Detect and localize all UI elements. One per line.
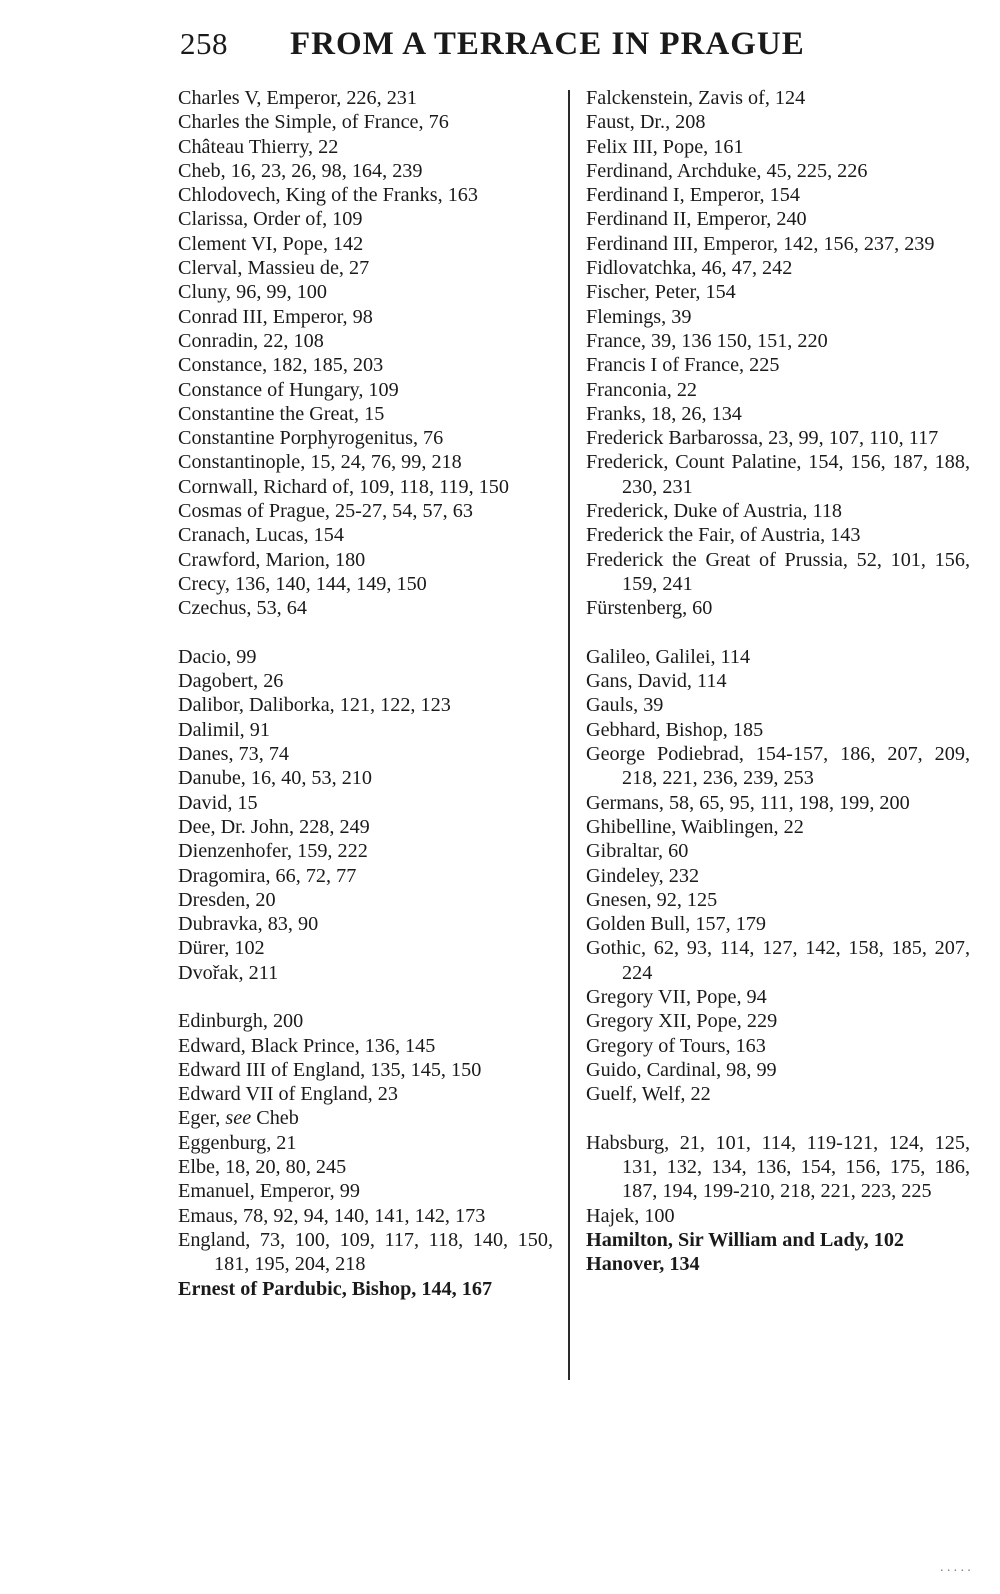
index-entry: Frederick, Count Palatine, 154, 156, 187, 188, 230, 231	[586, 451, 970, 498]
index-entry: Dee, Dr. John, 228, 249	[178, 815, 370, 838]
index-entry: Dragomira, 66, 72, 77	[178, 864, 357, 887]
index-entry: Ernest of Pardubic, Bishop, 144, 167	[178, 1277, 493, 1300]
index-entry: Dresden, 20	[178, 888, 276, 911]
index-entry: Hajek, 100	[586, 1204, 675, 1227]
index-entry: Constantinople, 15, 24, 76, 99, 218	[178, 451, 462, 474]
index-entry: Gregory VII, Pope, 94	[586, 985, 767, 1008]
index-entry-see	[178, 1106, 553, 1130]
index-entry: Ferdinand, Archduke, 45, 225, 226	[586, 159, 868, 182]
index-entry: Clerval, Massieu de, 27	[178, 257, 370, 280]
index-entry: Emaus, 78, 92, 94, 140, 141, 142, 173	[178, 1204, 486, 1227]
index-entry: Hanover, 134	[586, 1253, 700, 1276]
index-entry: Fidlovatchka, 46, 47, 242	[586, 257, 793, 280]
index-entry: Dürer, 102	[178, 937, 265, 960]
index-entry: Gauls, 39	[586, 694, 664, 717]
index-entry: Conradin, 22, 108	[178, 329, 324, 352]
running-title: FROM A TERRACE IN PRAGUE	[290, 26, 805, 62]
index-entry: Chlodovech, King of the Franks, 163	[178, 184, 478, 207]
index-entry: Ferdinand III, Emperor, 142, 156, 237, 239	[586, 232, 935, 255]
index-entry: Edinburgh, 200	[178, 1010, 304, 1033]
index-entry: Frederick, Duke of Austria, 118	[586, 500, 843, 523]
index-entry: Gregory XII, Pope, 229	[586, 1010, 778, 1033]
page-number: 258	[180, 26, 228, 61]
index-entry: Ghibelline, Waiblingen, 22	[586, 815, 804, 838]
index-entry: Edward VII of England, 23	[178, 1083, 398, 1106]
index-entry: Château Thierry, 22	[178, 135, 339, 158]
index-entry: Golden Bull, 157, 179	[586, 913, 767, 936]
index-entry: Danes, 73, 74	[178, 743, 290, 766]
index-section-c	[178, 86, 553, 621]
index-entry: Hamilton, Sir William and Lady, 102	[586, 1228, 905, 1251]
index-entry: George Podiebrad, 154-157, 186, 207, 209, 218, 221, 236, 239, 253	[586, 743, 970, 790]
index-entry: David, 15	[178, 791, 258, 814]
index-entry: Conrad III, Emperor, 98	[178, 305, 373, 328]
index-entry: Guido, Cardinal, 98, 99	[586, 1058, 777, 1081]
index-entry: Germans, 58, 65, 95, 111, 198, 199, 200	[586, 791, 910, 814]
index-entry: Crecy, 136, 140, 144, 149, 150	[178, 572, 427, 595]
index-entry: Constantine the Great, 15	[178, 402, 385, 425]
index-section-h	[586, 1131, 970, 1277]
index-entry: Cosmas of Prague, 25-27, 54, 57, 63	[178, 500, 473, 523]
index-entry: Edward, Black Prince, 136, 145	[178, 1034, 436, 1057]
index-entry: Elbe, 18, 20, 80, 245	[178, 1156, 347, 1179]
index-entry: Constantine Porphyrogenitus, 76	[178, 427, 444, 450]
index-entry: Cornwall, Richard of, 109, 118, 119, 150	[178, 475, 509, 498]
column-divider	[568, 90, 570, 1380]
index-entry: Habsburg, 21, 101, 114, 119-121, 124, 125, 131, 132, 134, 136, 154, 156, 175, 186, 187, 194, 199-210, 218, 221, 223, 225	[586, 1131, 970, 1203]
index-section-d	[178, 645, 553, 985]
index-entry: Dagobert, 26	[178, 670, 284, 693]
index-entry: Ferdinand II, Emperor, 240	[586, 208, 807, 231]
index-entry: Frederick the Great of Prussia, 52, 101, 156, 159, 241	[586, 548, 970, 595]
see-target: Cheb	[256, 1107, 299, 1130]
index-entry: Charles the Simple, of France, 76	[178, 111, 449, 134]
index-entry: Danube, 16, 40, 53, 210	[178, 767, 372, 790]
index-entry: Flemings, 39	[586, 305, 692, 328]
index-entry: Czechus, 53, 64	[178, 597, 307, 620]
index-section-g	[586, 645, 970, 1107]
index-entry: Gothic, 62, 93, 114, 127, 142, 158, 185, 207, 224	[586, 937, 970, 984]
index-column-left	[178, 86, 553, 1301]
index-entry: Cheb, 16, 23, 26, 98, 164, 239	[178, 159, 423, 182]
index-entry: Eggenburg, 21	[178, 1131, 297, 1154]
index-entry: Dalimil, 91	[178, 718, 270, 741]
index-entry: Gindeley, 232	[586, 864, 700, 887]
index-entry: Dalibor, Daliborka, 121, 122, 123	[178, 694, 451, 717]
index-entry: Dacio, 99	[178, 645, 257, 668]
see-term: Eger,	[178, 1107, 221, 1130]
index-entry: Gans, David, 114	[586, 670, 727, 693]
index-entry: Fischer, Peter, 154	[586, 281, 736, 304]
index-entry: Gregory of Tours, 163	[586, 1034, 766, 1057]
see-word: see	[225, 1107, 252, 1130]
index-entry: Edward III of England, 135, 145, 150	[178, 1058, 482, 1081]
index-entry: Dubravka, 83, 90	[178, 913, 319, 936]
index-entry: Frederick Barbarossa, 23, 99, 107, 110, 117	[586, 427, 939, 450]
index-entry: Emanuel, Emperor, 99	[178, 1180, 360, 1203]
index-section-f	[586, 86, 970, 621]
index-entry: Frederick the Fair, of Austria, 143	[586, 524, 861, 547]
index-entry: Francis I of France, 225	[586, 354, 780, 377]
index-entry: Gibraltar, 60	[586, 840, 689, 863]
index-entry: Faust, Dr., 208	[586, 111, 706, 134]
index-section-e	[178, 1009, 553, 1301]
index-entry: Franconia, 22	[586, 378, 698, 401]
index-entry: Gnesen, 92, 125	[586, 888, 718, 911]
index-column-right	[586, 86, 970, 1277]
index-entry: Galileo, Galilei, 114	[586, 645, 751, 668]
index-entry: England, 73, 100, 109, 117, 118, 140, 150, 181, 195, 204, 218	[178, 1228, 553, 1276]
index-entry: Falckenstein, Zavis of, 124	[586, 87, 806, 109]
index-entry: Guelf, Welf, 22	[586, 1083, 711, 1106]
index-entry: Dvořak, 211	[178, 961, 279, 984]
corner-marks: .....	[939, 1560, 974, 1574]
index-entry: Fürstenberg, 60	[586, 597, 713, 620]
index-entry: France, 39, 136 150, 151, 220	[586, 329, 828, 352]
index-entry: Franks, 18, 26, 134	[586, 402, 742, 425]
index-entry: Dienzenhofer, 159, 222	[178, 840, 368, 863]
index-entry: Ferdinand I, Emperor, 154	[586, 184, 800, 207]
page-header	[180, 26, 870, 70]
index-entry: Cranach, Lucas, 154	[178, 524, 344, 547]
index-entry: Constance, 182, 185, 203	[178, 354, 384, 377]
index-entry: Clarissa, Order of, 109	[178, 208, 363, 231]
index-entry: Gebhard, Bishop, 185	[586, 718, 764, 741]
index-entry: Cluny, 96, 99, 100	[178, 281, 327, 304]
index-entry: Crawford, Marion, 180	[178, 548, 366, 571]
index-entry: Constance of Hungary, 109	[178, 378, 399, 401]
index-entry: Charles V, Emperor, 226, 231	[178, 87, 417, 109]
index-entry: Clement VI, Pope, 142	[178, 232, 364, 255]
index-entry: Felix III, Pope, 161	[586, 135, 744, 158]
